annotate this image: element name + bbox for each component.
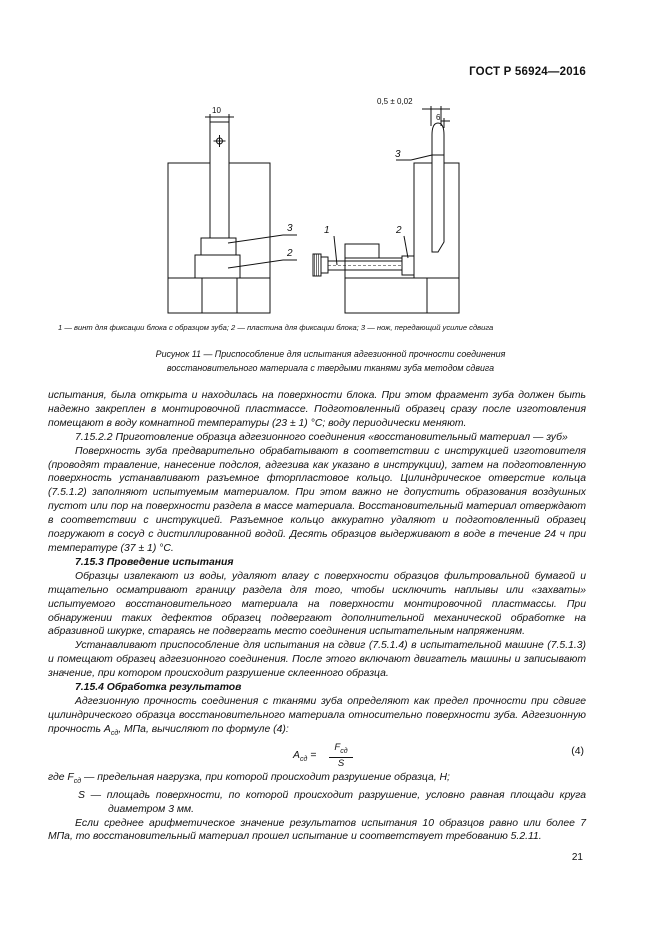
right-dim-small: 6 (436, 113, 441, 122)
caption-line-1: Рисунок 11 — Приспособление для испытания адгезионной прочности соединения (155, 349, 506, 359)
body-text (48, 389, 586, 844)
document-header: ГОСТ Р 56924—2016 (469, 66, 586, 78)
right-knife (432, 123, 444, 252)
screw-neck (321, 257, 328, 273)
formula-4: $A_{сд}$ = $F_{сд}$ S (4) (293, 741, 584, 769)
formula-definitions (48, 771, 586, 817)
right-specimen-block (345, 244, 379, 258)
definition-force: где $F_{сд}$ — предельная нагрузка, при которой происходит разрушение образца, Н; (48, 771, 450, 785)
left-specimen-block (201, 238, 236, 255)
subsection-7-15-2-2: 7.15.2.2 Приготовление образца адгезионного соединения «восстановительный материал — зуб» (75, 431, 568, 443)
left-block-lower (168, 278, 270, 313)
figure-legend: 1 — винт для фиксации блока с образцом зуба; 2 — пластина для фиксации блока; 3 — нож, передающий усилие сдвига (58, 323, 494, 332)
page-number: 21 (571, 852, 583, 863)
left-callout-3: 3 (287, 223, 293, 234)
screw-nut (402, 256, 414, 275)
left-callout-2: 2 (287, 248, 293, 259)
left-dim-label: 10 (212, 106, 221, 115)
heading-7-15-4: 7.15.4 Обработка результатов (75, 682, 242, 694)
paragraph-adhesion-strength: Адгезионную прочность соединения с тканями зуба определяют как предел прочности при сдвиге цилиндрического образца восстановительного материала относительно поверхности зуба. Адгезионную прочность $A_{сд}$, МПа, вычисляют по формуле (4): (48, 695, 586, 737)
paragraph-surface-prep: Поверхность зуба предварительно обрабатывают в соответствии с инструкцией изготовителя (проводят травление, нанесение подслоя, адгезива как указано в инструкции), затем на подготовленную поверхность устанавливают разъемное фторпластовое кольцо. Цилиндрическое отверстие кольца (7.5.1.2) заполняют испытуемым материалом. При этом важно не допустить образования воздушных пустот или пор на поверхности раздела в массе материала. Восстановительный материал отверждают в соответствии с инструкцией. Разъемное кольцо аккуратно удаляют и подготовленный образец погружают в сосуд с дистиллированной водой. Десять образцов выдерживают в воде в течение 24 ч при температуре (37 ± 1) °С. (48, 445, 586, 554)
definition-area: S — площадь поверхности, по которой происходит разрушение, условно равная площади круга диаметром 3 мм. (78, 789, 586, 815)
right-dim-label: 0,5 ± 0,02 (377, 97, 413, 106)
paragraph-test-setup: Устанавливают приспособление для испытания на сдвиг (7.5.1.4) в испытательной машине (7.5.1.3) и помещают образец адгезионного соединения. После этого включают двигатель машины и записывают значение, при котором происходит разрушение склеенного образца. (48, 640, 586, 680)
formula-number: (4) (571, 745, 584, 757)
right-callout-1: 1 (324, 225, 330, 236)
right-callout-2: 2 (396, 225, 402, 236)
caption-line-2: восстановительного материала с твердыми тканями зуба методом сдвига (166, 363, 495, 373)
right-callout-3: 3 (395, 149, 401, 160)
left-plate (195, 255, 240, 278)
paragraph-conclusion: Если среднее арифметическое значение результатов испытания 10 образцов равно или более 7 МПа, то восстановительный материал прошел испытание и соответствует требованию 5.2.11. (48, 817, 586, 843)
figure-caption (60, 347, 601, 375)
heading-7-15-3: 7.15.3 Проведение испытания (75, 556, 234, 568)
right-block-lower (345, 278, 459, 313)
test-fixture-figure (0, 0, 661, 320)
formula-fraction: $F_{сд}$ S (329, 742, 353, 770)
paragraph-continuation: испытания, была открыта и находилась на поверхности блока. При этом фрагмент зуба должен быть надежно закреплен в монтировочной пластмассе. Подготовленный образец сразу после изготовления помещают в воду комнатной температуры (23 ± 1) °С; воду периодически меняют. (48, 390, 586, 429)
paragraph-inspection: Образцы извлекают из воды, удаляют влагу с поверхности образцов фильтровальной бумагой и тщательно осматривают границу раздела для того, чтобы исключить наплывы или «захваты» испытуемого восстановительного материала на поверхности монтировочной пластмассы. При обнаружении таких дефектов образец подвергают дополнительной механической обработке на абразивной шкурке, стараясь не подвергать место соединения испытательным напряжениям. (48, 570, 586, 638)
